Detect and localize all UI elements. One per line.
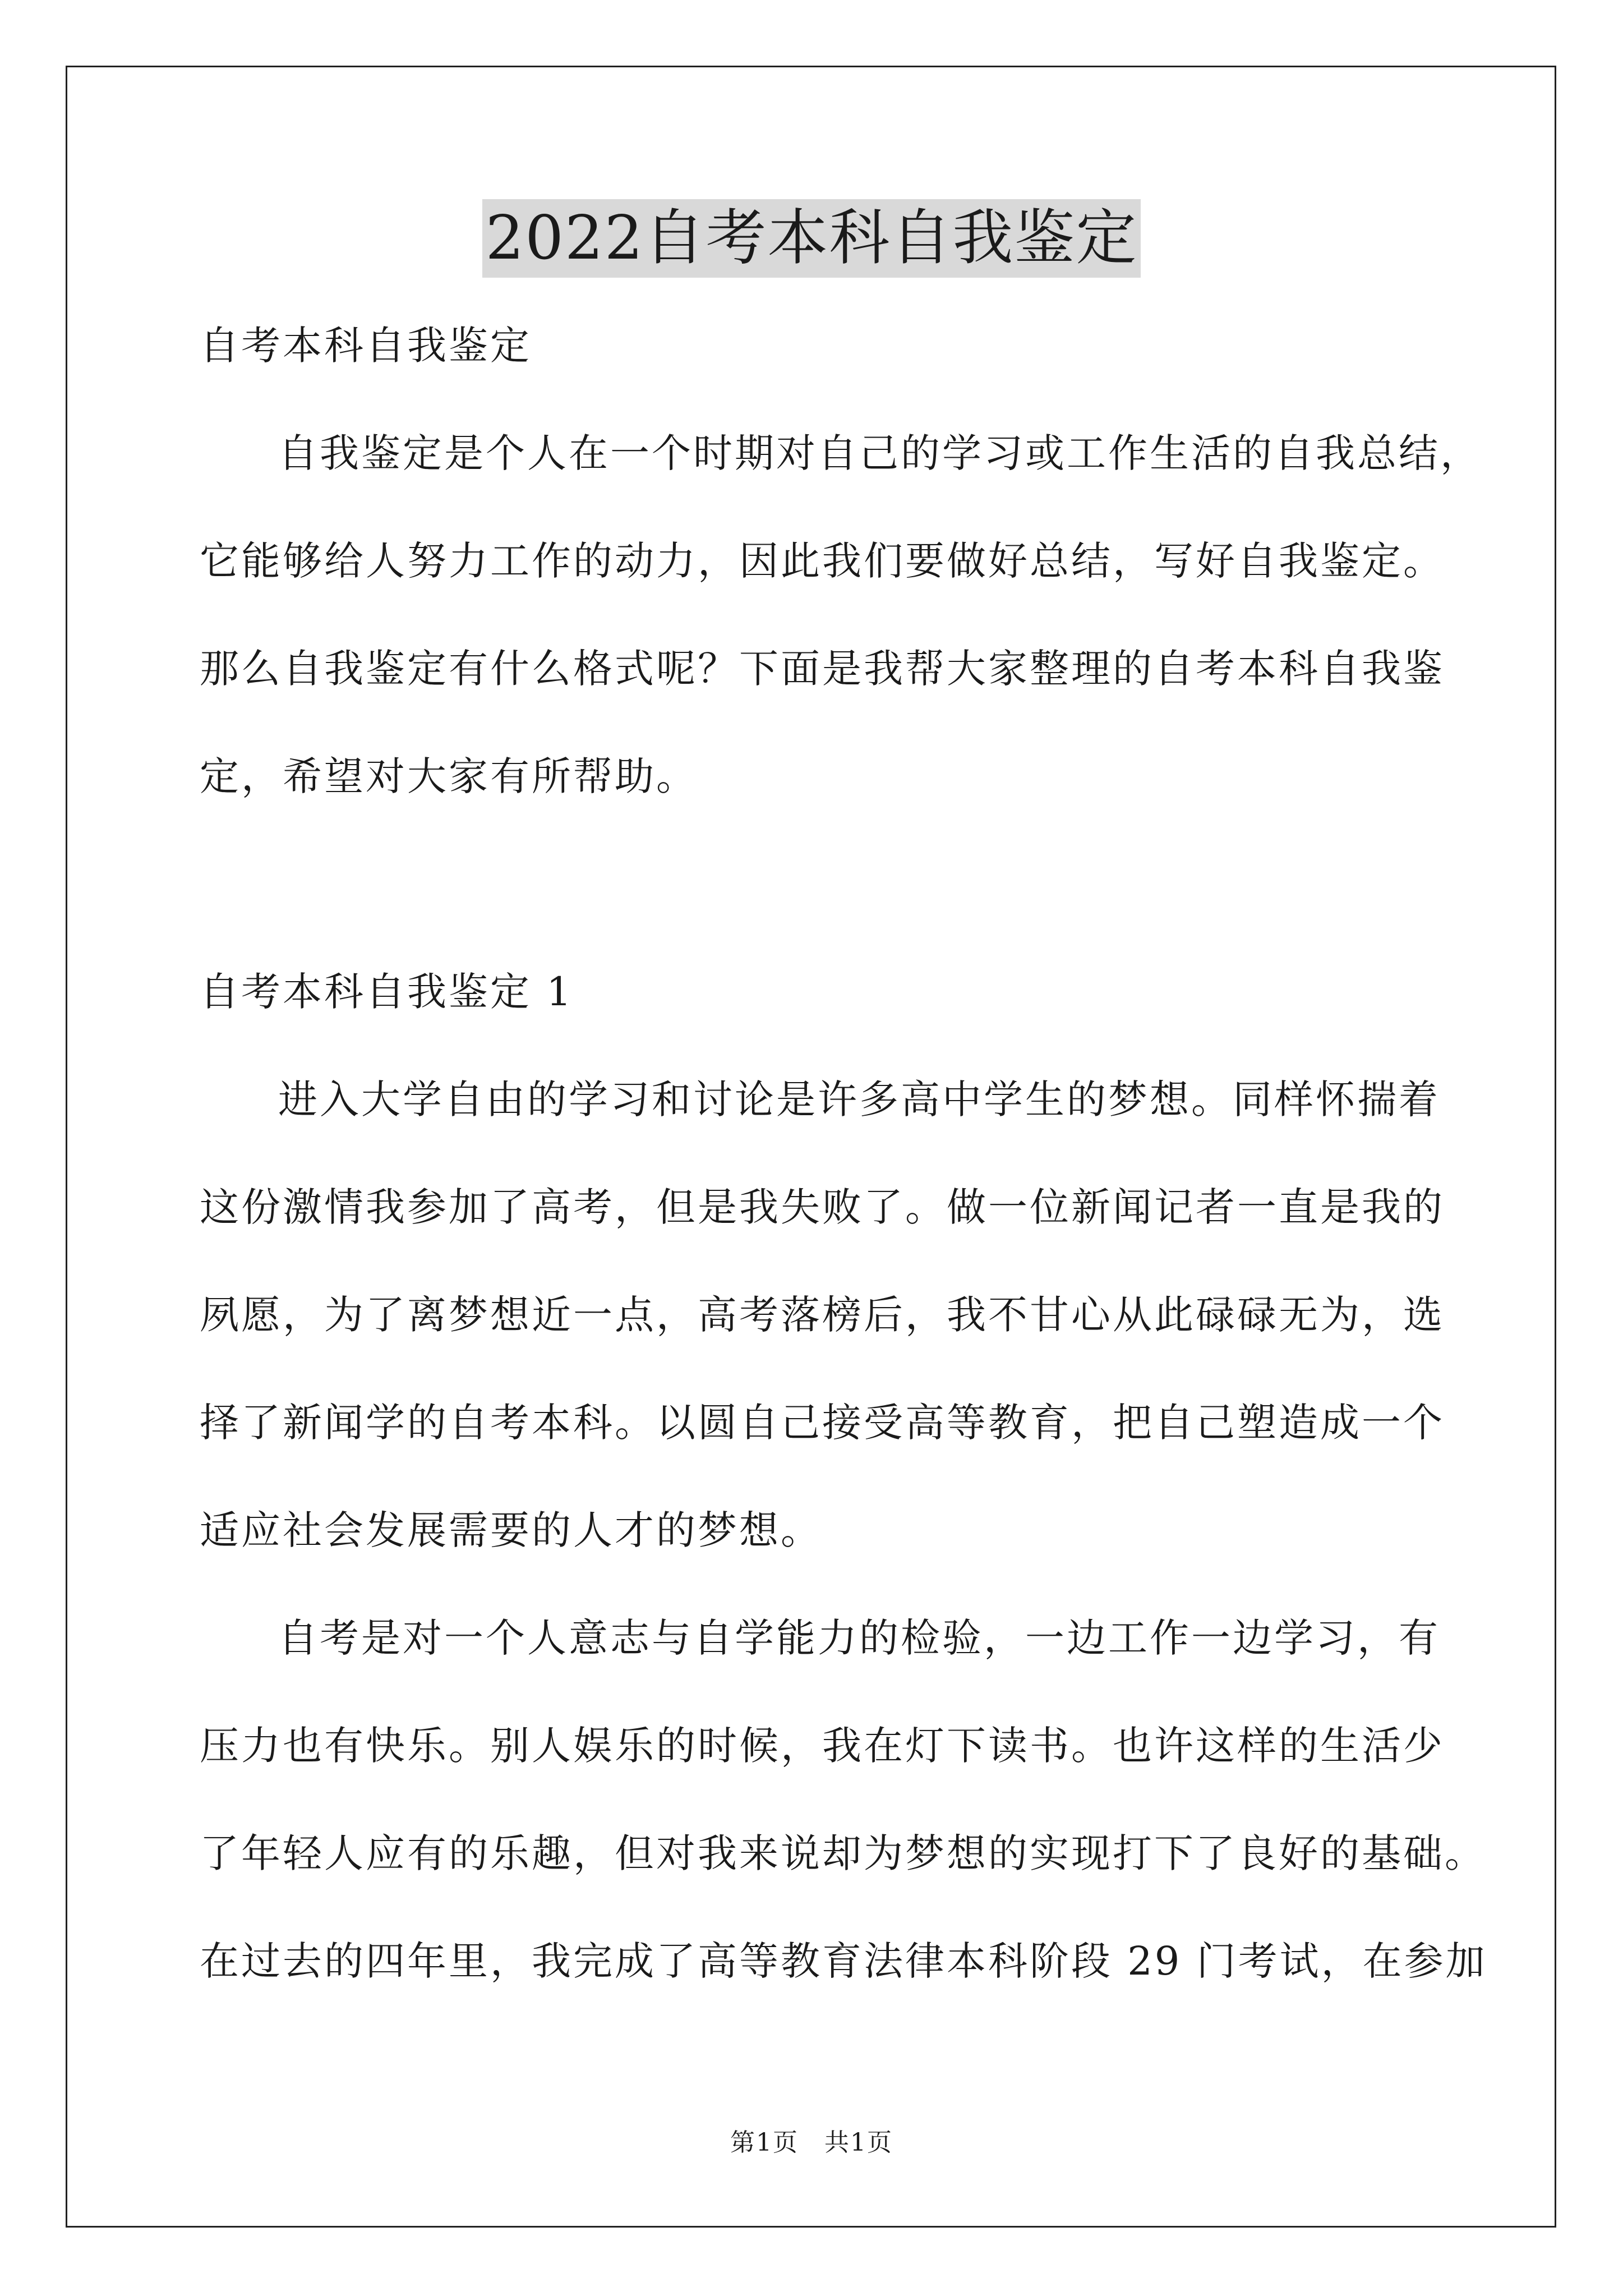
blank-line xyxy=(200,830,1439,938)
paragraph-line: 择了新闻学的自考本科。以圆自己接受高等教育，把自己塑造成一个 xyxy=(200,1400,1445,1446)
section-heading: 自考本科自我鉴定 1 xyxy=(200,969,574,1015)
intro-line: 它能够给人努力工作的动力，因此我们要做好总结，写好自我鉴定。 xyxy=(200,538,1445,584)
title-container xyxy=(0,199,1623,278)
paragraph-line: 进入大学自由的学习和讨论是许多高中学生的梦想。同样怀揣着 xyxy=(278,1076,1440,1122)
paragraph-line: 在过去的四年里，我完成了高等教育法律本科阶段 29 门考试，在参加 xyxy=(200,1938,1487,1984)
intro-line: 定，希望对大家有所帮助。 xyxy=(200,753,698,799)
paragraph-line: 压力也有快乐。别人娱乐的时候，我在灯下读书。也许这样的生活少 xyxy=(200,1723,1445,1769)
paragraph-line: 夙愿，为了离梦想近一点，高考落榜后，我不甘心从此碌碌无为，选 xyxy=(200,1292,1445,1338)
paragraph-line: 自考是对一个人意志与自学能力的检验，一边工作一边学习，有 xyxy=(278,1615,1440,1661)
paragraph-line: 了年轻人应有的乐趣，但对我来说却为梦想的实现打下了良好的基础。 xyxy=(200,1830,1486,1876)
paragraph-line: 适应社会发展需要的人才的梦想。 xyxy=(200,1507,822,1553)
paragraph-line: 这份激情我参加了高考，但是我失败了。做一位新闻记者一直是我的 xyxy=(200,1184,1445,1230)
document-body xyxy=(200,292,1487,2015)
page-footer: 第1页 共1页 xyxy=(730,2128,893,2157)
intro-line: 那么自我鉴定有什么格式呢？下面是我帮大家整理的自考本科自我鉴 xyxy=(200,646,1445,692)
subtitle-line: 自考本科自我鉴定 xyxy=(200,323,532,369)
intro-line: 自我鉴定是个人在一个时期对自己的学习或工作生活的自我总结， xyxy=(278,430,1482,476)
document-title: 2022自考本科自我鉴定 xyxy=(482,199,1141,278)
